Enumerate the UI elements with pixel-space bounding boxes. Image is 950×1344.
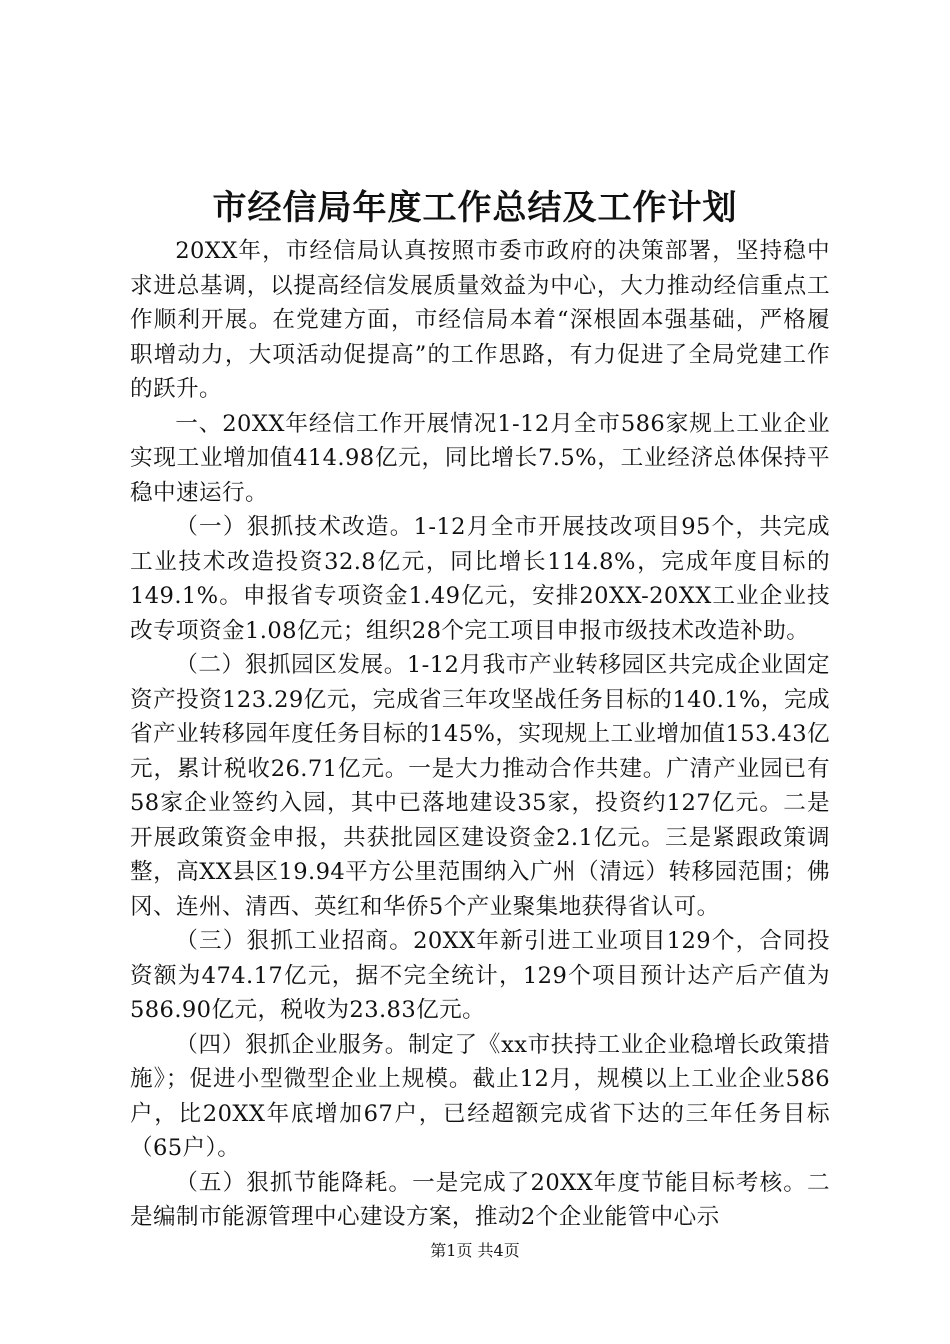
page-footer: 第1页 共4页 — [430, 1241, 520, 1260]
paragraph-park-development: （二）狠抓园区发展。1-12月我市产业转移园区共完成企业固定资产投资123.29亿元，完成省三年攻坚战任务目标的140.1%，完成省产业转移园年度任务目标的145%，实现规上工业增加值153.43亿元，累计税收26.71亿元。一是大力推动合作共建。广清产业园已有58家企业签约入园，其中已落地建设35家，投资约127亿元。二是开展政策资金申报，共获批园区建设资金2.1亿元。三是紧跟政策调整，高XX县区19.94平方公里范围纳入广州（清远）转移园范围；佛冈、连州、清西、英红和华侨5个产业聚集地获得省认可。 — [130, 652, 830, 920]
document-title: 市经信局年度工作总结及工作计划 — [212, 188, 738, 228]
paragraph-section-1: 一、20XX年经信工作开展情况1-12月全市586家规上工业企业实现工业增加值414.98亿元，同比增长7.5%，工业经济总体保持平稳中速运行。 — [130, 410, 830, 506]
paragraph-tech-upgrade: （一）狠抓技术改造。1-12月全市开展技改项目95个，共完成工业技术改造投资32.8亿元，同比增长114.8%，完成年度目标的149.1%。申报省专项资金1.49亿元，安排20XX-20XX工业企业技改专项资金1.08亿元；组织28个完工项目申报市级技术改造补助。 — [130, 514, 830, 644]
paragraph-enterprise-service: （四）狠抓企业服务。制定了《xx市扶持工业企业稳增长政策措施》；促进小型微型企业上规模。截止12月，规模以上工业企业586户，比20XX年底增加67户，已经超额完成省下达的三年任务目标（65户）。 — [130, 1031, 830, 1161]
paragraph-intro: 20XX年，市经信局认真按照市委市政府的决策部署，坚持稳中求进总基调，以提高经信发展质量效益为中心，大力推动经信重点工作顺利开展。在党建方面，市经信局本着“深根固本强基础，严格履职增动力，大项活动促提高”的工作思路，有力促进了全局党建工作的跃升。 — [130, 238, 830, 402]
paragraph-investment: （三）狠抓工业招商。20XX年新引进工业项目129个，合同投资额为474.17亿元，据不完全统计，129个项目预计达产后产值为586.90亿元，税收为23.83亿元。 — [130, 928, 830, 1023]
document-body — [130, 234, 830, 1235]
paragraph-energy-saving: （五）狠抓节能降耗。一是完成了20XX年度节能目标考核。二是编制市能源管理中心建设方案，推动2个企业能管中心示 — [130, 1169, 830, 1230]
